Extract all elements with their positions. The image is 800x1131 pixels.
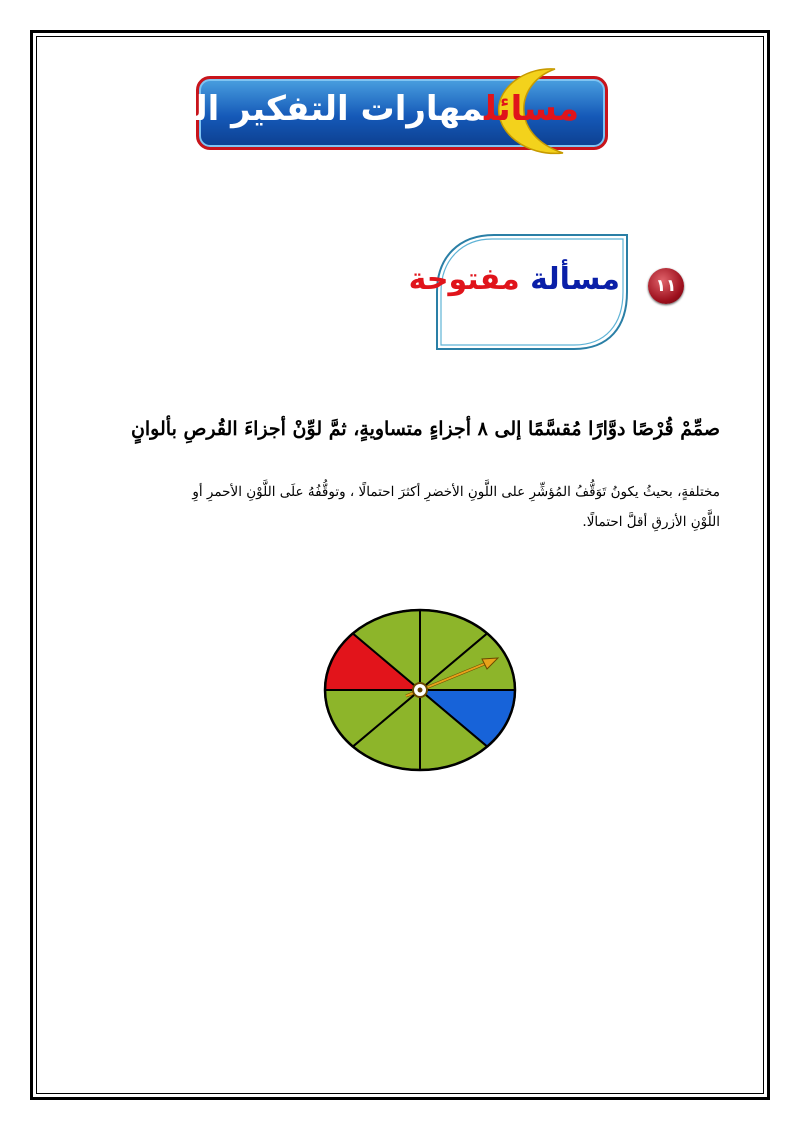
problem-text-line-2: مختلفةٍ، بحيثُ يكونُ تَوَقُّفُ المُؤشِّرِ على اللَّونِ الأخضرِ أكثرَ احتمالًا ، وتوقُّفُهُ علَى اللَّوْنِ الأحمرِ أوِ (192, 484, 720, 500)
problem-heading (408, 262, 620, 297)
page-border-inner (36, 36, 764, 1094)
banner-title (122, 89, 579, 129)
spinner-disc (322, 606, 518, 774)
problem-heading-part2: مفتوحة (408, 262, 520, 297)
banner-title-part2: مهارات التفكير العليا: (121, 89, 484, 129)
problem-heading-part1: مسألة (530, 262, 620, 297)
title-banner (121, 76, 608, 150)
problem-text-line-3: اللَّوْنِ الأزرقِ أقلَّ احتمالًا. (582, 514, 720, 530)
problem-number-badge: ١١ (648, 268, 684, 304)
problem-text-line-1: صمِّمْ قُرْصًا دوَّارًا مُقسَّمًا إلى ٨ أجزاءٍ متساويةٍ، ثمَّ لوِّنْ أجزاءَ القُرصِ بألوانٍ (130, 418, 720, 440)
banner-title-part1: مسائل (483, 89, 579, 129)
spinner-hub-center (418, 688, 423, 693)
